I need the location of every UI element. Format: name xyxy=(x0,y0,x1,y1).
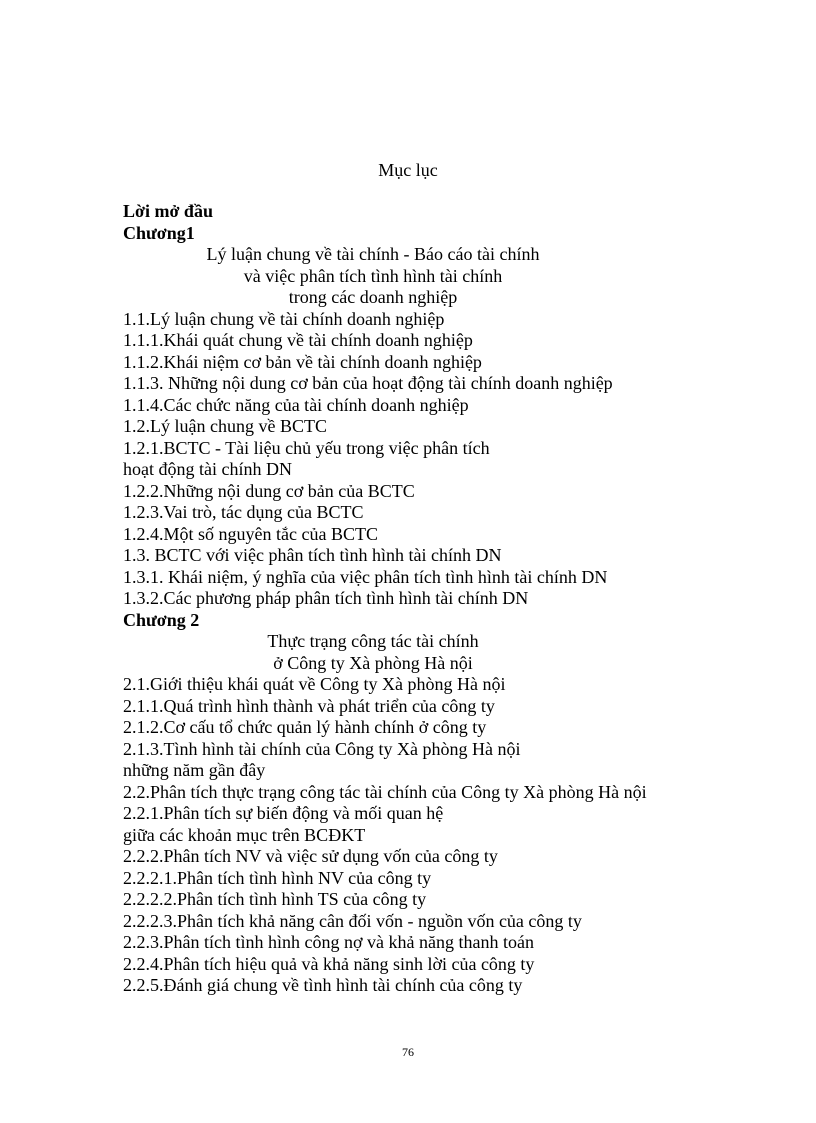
toc-entry: 1.2.4.Một số nguyên tắc của BCTC xyxy=(123,523,378,544)
toc-entry: 1.1.Lý luận chung về tài chính doanh nghiệp xyxy=(123,308,445,329)
toc-entry-continuation: giữa các khoản mục trên BCĐKT xyxy=(123,824,366,845)
toc-entry: 2.1.3.Tình hình tài chính của Công ty Xà phòng Hà nội xyxy=(123,738,521,759)
toc-entry: 1.2.Lý luận chung về BCTC xyxy=(123,416,327,436)
toc-entry: 1.3.1. Khái niệm, ý nghĩa của việc phân tích tình hình tài chính DN xyxy=(123,566,608,587)
toc-chapter-1-label: Chương1 xyxy=(123,222,195,243)
toc-entry: 1.2.2.Những nội dung cơ bản của BCTC xyxy=(123,480,415,501)
toc-chapter-2-label: Chương 2 xyxy=(123,609,200,630)
toc-entry: 2.1.Giới thiệu khái quát về Công ty Xà phòng Hà nội xyxy=(123,674,506,694)
toc-entry: 2.2.5.Đánh giá chung về tình hình tài chính của công ty xyxy=(123,975,523,995)
toc-chapter-1-heading-line-3: trong các doanh nghiệp xyxy=(288,287,458,307)
toc-entry: 2.2.4.Phân tích hiệu quả và khả năng sinh lời của công ty xyxy=(123,953,535,974)
toc-entry: 1.1.4.Các chức năng của tài chính doanh nghiệp xyxy=(123,394,469,415)
toc-entry: 1.1.1.Khái quát chung về tài chính doanh nghiệp xyxy=(123,330,473,350)
toc-entry: 1.3.2.Các phương pháp phân tích tình hình tài chính DN xyxy=(123,588,529,608)
toc-entry: 1.2.1.BCTC - Tài liệu chủ yếu trong việc phân tích xyxy=(123,437,490,458)
toc-chapter-1-heading-line-1: Lý luận chung về tài chính - Báo cáo tài chính xyxy=(206,244,540,264)
toc-chapter-1-heading-line-2: và việc phân tích tình hình tài chính xyxy=(243,265,503,286)
toc-entry: 2.2.2.Phân tích NV và việc sử dụng vốn của công ty xyxy=(123,846,498,866)
toc-entry: 2.2.2.1.Phân tích tình hình NV của công ty xyxy=(123,867,432,888)
toc-entry: 1.1.2.Khái niệm cơ bản về tài chính doanh nghiệp xyxy=(123,351,482,372)
toc-entry-continuation: những năm gần đây xyxy=(123,760,266,780)
toc-entry: 2.2.2.3.Phân tích khả năng cân đối vốn - nguồn vốn của công ty xyxy=(123,910,582,931)
toc-entry: 2.2.1.Phân tích sự biến động và mối quan hệ xyxy=(123,803,444,823)
toc-entry-continuation: hoạt động tài chính DN xyxy=(123,459,292,479)
toc-entry: 1.3. BCTC với việc phân tích tình hình tài chính DN xyxy=(123,545,502,565)
table-of-contents xyxy=(123,201,743,997)
toc-chapter-2-heading-line-2: ở Công ty Xà phòng Hà nội xyxy=(273,652,473,673)
toc-entry: 2.1.2.Cơ cấu tổ chức quản lý hành chính ở công ty xyxy=(123,717,487,737)
toc-preface: Lời mở đầu xyxy=(123,201,213,221)
toc-entry: 2.2.3.Phân tích tình hình công nợ và khả năng thanh toán xyxy=(123,932,534,952)
toc-entry: 2.2.2.2.Phân tích tình hình TS của công ty xyxy=(123,889,427,909)
toc-entry: 2.1.1.Quá trình hình thành và phát triển của công ty xyxy=(123,695,495,716)
toc-entry: 1.2.3.Vai trò, tác dụng của BCTC xyxy=(123,502,364,522)
toc-entry: 1.1.3. Những nội dung cơ bản của hoạt động tài chính doanh nghiệp xyxy=(123,373,613,393)
toc-entry: 2.2.Phân tích thực trạng công tác tài chính của Công ty Xà phòng Hà nội xyxy=(123,781,647,802)
page-number: 76 xyxy=(402,1045,414,1059)
page-title: Mục lục xyxy=(378,160,438,180)
toc-chapter-2-heading-line-1: Thực trạng công tác tài chính xyxy=(267,631,479,651)
